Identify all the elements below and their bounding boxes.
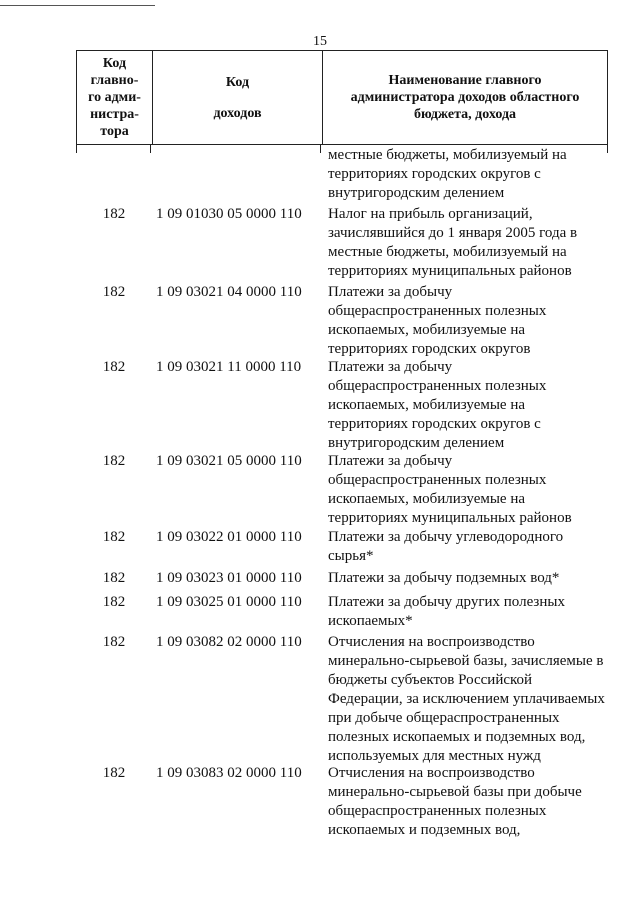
admin-code-cell: 182 bbox=[102, 359, 126, 375]
admin-code-cell: 182 bbox=[102, 594, 126, 610]
revenue-name-cell: Налог на прибыль организаций, зачислявшийся до 1 января 2005 года в местные бюджеты, мобилизуемый на территориях муниципальных районов bbox=[328, 206, 578, 279]
revenue-code-cell: 1 09 03023 01 0000 110 bbox=[156, 570, 302, 586]
revenue-name-cell: Платежи за добычу общераспространенных полезных ископаемых, мобилизуемые на территориях муниципальных районов bbox=[328, 453, 572, 526]
header-revenue-code-line1: Код bbox=[225, 74, 250, 90]
revenue-code-cell: 1 09 03022 01 0000 110 bbox=[156, 529, 302, 545]
revenue-code-cell: 1 09 03025 01 0000 110 bbox=[156, 594, 302, 610]
revenue-name-cell: Платежи за добычу углеводородного сырья* bbox=[328, 529, 564, 564]
revenue-code-cell: 1 09 03082 02 0000 110 bbox=[156, 634, 302, 650]
header-revenue-code bbox=[153, 51, 323, 144]
header-revenue-code-line2: доходов bbox=[213, 105, 262, 121]
admin-code-cell: 182 bbox=[102, 634, 126, 650]
page-number: 15 bbox=[313, 34, 327, 49]
corner-line bbox=[0, 5, 155, 6]
revenue-name-cell: Платежи за добычу общераспространенных полезных ископаемых, мобилизуемые на территориях городских округов bbox=[328, 284, 547, 357]
revenue-code-cell: 1 09 01030 05 0000 110 bbox=[156, 206, 302, 222]
table-header bbox=[76, 50, 608, 145]
admin-code-cell: 182 bbox=[102, 570, 126, 586]
revenue-code-cell: 1 09 03021 11 0000 110 bbox=[156, 359, 302, 375]
header-admin-code: Код главно- го адми- нистра- тора bbox=[77, 51, 153, 144]
revenue-name-cell: Платежи за добычу других полезных ископаемых* bbox=[328, 594, 565, 629]
revenue-code-cell: 1 09 03083 02 0000 110 bbox=[156, 765, 302, 781]
revenue-code-cell: 1 09 03021 05 0000 110 bbox=[156, 453, 302, 469]
admin-code-cell: 182 bbox=[102, 453, 126, 469]
column-divider bbox=[76, 145, 77, 153]
revenue-name-cell: местные бюджеты, мобилизуемый на территориях городских округов с внутригородским делением bbox=[328, 147, 567, 201]
admin-code-cell: 182 bbox=[102, 529, 126, 545]
revenue-name-cell: Отчисления на воспроизводство минерально-сырьевой базы, зачисляемые в бюджеты субъектов Российской Федерации, за исключением уплачиваемых при добыче общераспространенных полезных ископаемых и подземных вод, используемых для местных нужд bbox=[328, 634, 605, 764]
revenue-name-cell: Платежи за добычу подземных вод* bbox=[328, 570, 560, 586]
admin-code-cell: 182 bbox=[102, 765, 126, 781]
revenue-code-cell: 1 09 03021 04 0000 110 bbox=[156, 284, 302, 300]
admin-code-cell: 182 bbox=[102, 206, 126, 222]
column-divider bbox=[320, 145, 321, 153]
column-divider bbox=[150, 145, 151, 153]
revenue-name-cell: Платежи за добычу общераспространенных полезных ископаемых, мобилизуемые на территориях городских округов с внутригородским делением bbox=[328, 359, 547, 451]
header-name: Наименование главного администратора доходов областного бюджета, дохода bbox=[350, 73, 580, 122]
admin-code-cell: 182 bbox=[102, 284, 126, 300]
revenue-name-cell: Отчисления на воспроизводство минерально-сырьевой базы при добыче общераспространенных полезных ископаемых и подземных вод, bbox=[328, 765, 582, 838]
